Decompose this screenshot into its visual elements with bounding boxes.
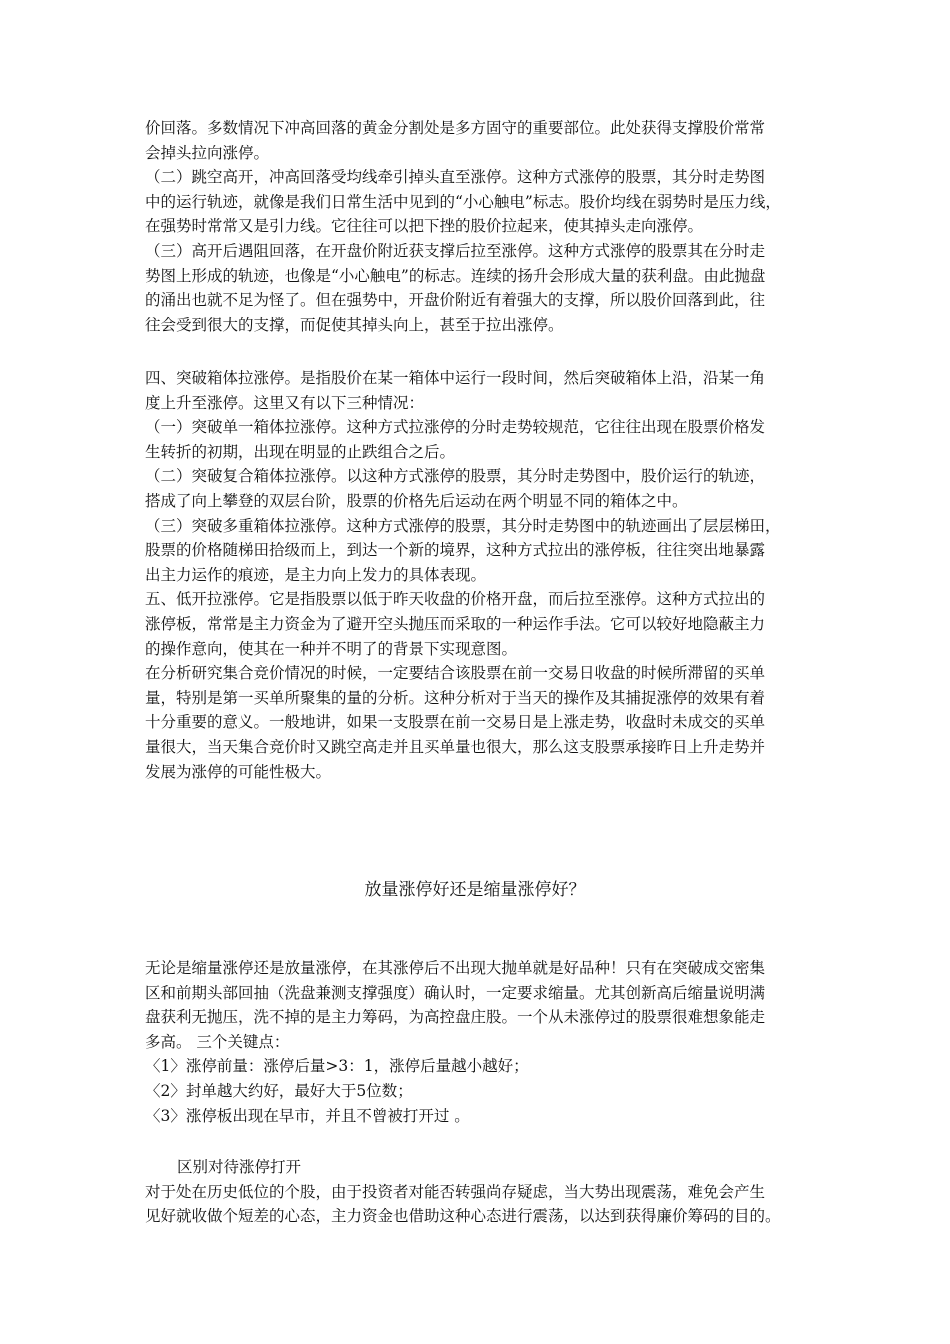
text-line: （三）突破多重箱体拉涨停。这种方式涨停的股票，其分时走势图中的轨迹画出了层层梯田， xyxy=(145,516,781,535)
text-line: （一）突破单一箱体拉涨停。这种方式拉涨停的分时走势较规范，它往往出现在股票价格发 xyxy=(145,418,766,437)
paragraph-block-4 xyxy=(145,1155,815,1229)
key-point-3: 〈3〉涨停板出现在早市，并且不曾被打开过 。 xyxy=(145,1106,470,1125)
text-line: 量很大，当天集合竞价时又跳空高走并且买单量也很大，那么这支股票承接昨日上升走势并 xyxy=(145,737,766,756)
text-line: 的操作意向，使其在一种并不明了的背景下实现意图。 xyxy=(145,639,518,658)
text-line: 无论是缩量涨停还是放量涨停，在其涨停后不出现大抛单就是好品种！只有在突破成交密集 xyxy=(145,959,766,977)
key-point-1: 〈1〉涨停前量：涨停后量>3：1，涨停后量越小越好； xyxy=(145,1057,529,1076)
key-point-2: 〈2〉封单越大约好，最好大于5位数； xyxy=(145,1081,413,1100)
subheading: 区别对待涨停打开 xyxy=(177,1158,302,1176)
paragraph-block-2 xyxy=(145,366,815,784)
text-line: 度上升至涨停。这里又有以下三种情况： xyxy=(145,393,425,412)
text-line: 区和前期头部回抽（洗盘兼测支撑强度）确认时，一定要求缩量。尤其创新高后缩量说明满 xyxy=(145,983,766,1002)
text-line: 五、低开拉涨停。它是指股票以低于昨天收盘的价格开盘，而后拉至涨停。这种方式拉出的 xyxy=(145,590,766,609)
text-line: 盘获利无抛压，洗不掉的是主力筹码，为高控盘庄股。一个从未涨停过的股票很难想象能走 xyxy=(145,1008,766,1027)
text-line: 在分析研究集合竞价情况的时候，一定要结合该股票在前一交易日收盘的时候所滞留的买单 xyxy=(145,664,766,683)
text-line: 出主力运作的痕迹，是主力向上发力的具体表现。 xyxy=(145,565,487,584)
text-line: 在强势时常常又是引力线。它往往可以把下挫的股价拉起来，使其掉头走向涨停。 xyxy=(145,217,704,236)
text-line: 发展为涨停的可能性极大。 xyxy=(145,762,332,781)
text-line: 四、突破箱体拉涨停。是指股价在某一箱体中运行一段时间，然后突破箱体上沿，沿某一角 xyxy=(145,369,766,387)
text-line: 中的运行轨迹，就像是我们日常生活中见到的“小心触电”标志。股价均线在弱势时是压力线， xyxy=(145,192,781,211)
text-line: （二）跳空高开，冲高回落受均线牵引掉头直至涨停。这种方式涨停的股票，其分时走势图 xyxy=(145,168,766,187)
text-line: （三）高开后遇阻回落，在开盘价附近获支撑后拉至涨停。这种方式涨停的股票其在分时走 xyxy=(145,241,766,260)
text-line: 价回落。多数情况下冲高回落的黄金分割处是多方固守的重要部位。此处获得支撑股价常常 xyxy=(145,119,766,137)
text-line: 势图上形成的轨迹，也像是“小心触电”的标志。连续的扬升会形成大量的获利盘。由此抛盘 xyxy=(145,266,766,285)
text-line: 涨停板，常常是主力资金为了避开空头抛压而采取的一种运作手法。它可以较好地隐蔽主力 xyxy=(145,614,766,633)
text-line: 见好就收做个短差的心态，主力资金也借助这种心态进行震荡，以达到获得廉价筹码的目的。 xyxy=(145,1207,781,1226)
text-line: 搭成了向上攀登的双层台阶，股票的价格先后运动在两个明显不同的箱体之中。 xyxy=(145,491,688,510)
paragraph-block-1 xyxy=(145,116,815,337)
paragraph-block-3 xyxy=(145,956,815,1128)
text-line: 量，特别是第一买单所聚集的量的分析。这种分析对于当天的操作及其捕捉涨停的效果有着 xyxy=(145,688,766,707)
text-line: 对于处在历史低位的个股，由于投资者对能否转强尚存疑虑，当大势出现震荡，难免会产生 xyxy=(145,1182,766,1201)
text-line: 往会受到很大的支撑，而促使其掉头向上，甚至于拉出涨停。 xyxy=(145,315,564,334)
text-line: 的涌出也就不足为怪了。但在强势中，开盘价附近有着强大的支撑，所以股价回落到此，往 xyxy=(145,291,766,310)
text-line: 会掉头拉向涨停。 xyxy=(145,143,270,162)
text-line: 十分重要的意义。一般地讲，如果一支股票在前一交易日是上涨走势，收盘时未成交的买单 xyxy=(145,713,766,732)
text-line: 生转折的初期，出现在明显的止跌组合之后。 xyxy=(145,442,456,461)
text-line: （二）突破复合箱体拉涨停。以这种方式涨停的股票，其分时走势图中，股价运行的轨迹， xyxy=(145,467,766,486)
section-title: 放量涨停好还是缩量涨停好？ xyxy=(364,880,586,900)
text-line: 股票的价格随梯田拾级而上，到达一个新的境界，这种方式拉出的涨停板，往往突出地暴露 xyxy=(145,541,766,560)
text-line: 多高。 三个关键点： xyxy=(145,1032,290,1051)
